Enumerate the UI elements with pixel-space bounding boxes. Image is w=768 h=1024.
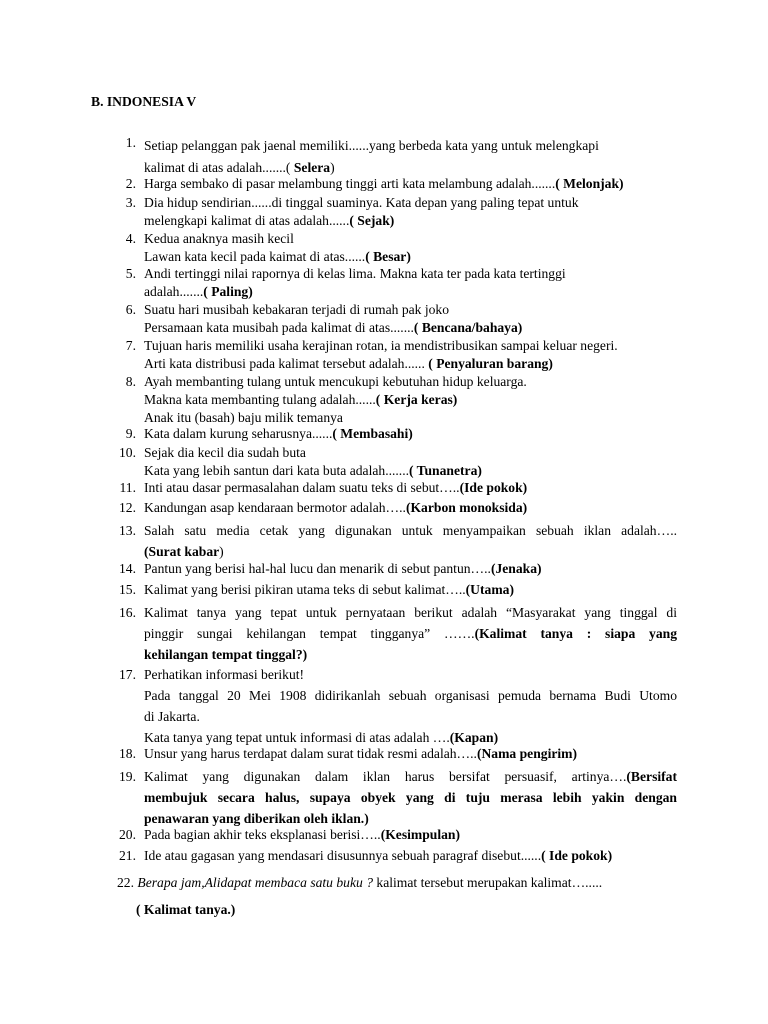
- item-number: 7.: [125, 338, 136, 353]
- item-number: 8.: [125, 374, 136, 389]
- item-answer: penawaran yang diberikan oleh iklan.): [144, 811, 369, 826]
- item-answer: (Ide pokok): [459, 480, 528, 495]
- item-text: Kata tanya yang tepat untuk informasi di atas adalah ….: [144, 730, 450, 745]
- item-text: Kalimat tanya yang tepat untuk pernyataan berikut adalah “Masyarakat yang tinggal di: [144, 605, 677, 620]
- item-answer: ( Kerja keras): [375, 392, 458, 407]
- item-answer: (Utama): [465, 582, 514, 597]
- item-text: Kalimat yang digunakan dalam iklan harus bersifat persuasif, artinya….: [144, 769, 627, 784]
- item-text: Arti kata distribusi pada kalimat tersebut adalah......: [144, 356, 429, 371]
- section-heading: B. INDONESIA V: [91, 94, 197, 109]
- item-number: 22.: [117, 875, 134, 890]
- item-text: Harga sembako di pasar melambung tinggi arti kata melambung adalah.......: [144, 176, 556, 191]
- item-text: Kandungan asap kendaraan bermotor adalah…..: [144, 500, 406, 515]
- item-text: Kedua anaknya masih kecil: [144, 231, 294, 246]
- item-text: pinggir sungai kehilangan tempat tingganya” …….: [144, 626, 475, 641]
- item-number: 12.: [119, 500, 136, 515]
- item-text: Kata yang lebih santun dari kata buta adalah.......: [144, 463, 409, 478]
- item-number: 6.: [125, 302, 136, 317]
- item-answer: ( Sejak): [349, 213, 395, 228]
- item-answer: Selera: [293, 160, 331, 175]
- item-number: 4.: [125, 231, 136, 246]
- item-answer: (Kapan): [449, 730, 499, 745]
- item-number: 10.: [119, 445, 136, 460]
- item-text: Sejak dia kecil dia sudah buta: [144, 445, 306, 460]
- item-answer: (Jenaka): [490, 561, 542, 576]
- item-text: Unsur yang harus terdapat dalam surat tidak resmi adalah…..: [144, 746, 477, 761]
- item-text: Ide atau gagasan yang mendasari disusunnya sebuah paragraf disebut......: [144, 848, 542, 863]
- item-answer: ( Bencana/bahaya): [413, 320, 523, 335]
- item-answer: ( Ide pokok): [541, 848, 613, 863]
- item-number: 1.: [125, 135, 136, 150]
- item-answer: ( Tunanetra): [409, 463, 482, 478]
- item-text: Anak itu (basah) baju milik temanya: [144, 410, 343, 425]
- item-text: Pada bagian akhir teks eksplanasi berisi…..: [144, 827, 381, 842]
- item-number: 19.: [119, 769, 136, 784]
- item-answer: (Bersifat: [626, 769, 677, 784]
- item-text: kalimat tersebut merupakan kalimat….....: [373, 875, 603, 890]
- item-answer: ( Penyaluran barang): [428, 356, 553, 371]
- item-text: Pantun yang berisi hal-hal lucu dan menarik di sebut pantun…..: [144, 561, 491, 576]
- item-number: 21.: [119, 848, 136, 863]
- item-text: Kalimat yang berisi pikiran utama teks di sebut kalimat…..: [144, 582, 466, 597]
- item-answer: ( Paling): [203, 284, 253, 299]
- item-answer: kehilangan tempat tinggal?): [144, 647, 308, 662]
- item-number: 14.: [119, 561, 136, 576]
- item-text-italic: Berapa jam,Alidapat membaca satu buku ?: [137, 875, 374, 890]
- item-text: Andi tertinggi nilai rapornya di kelas lima. Makna kata ter pada kata tertinggi: [144, 266, 566, 281]
- item-answer: (Kalimat tanya : siapa yang: [474, 626, 677, 641]
- item-text: di Jakarta.: [144, 709, 200, 724]
- item-number: 2.: [125, 176, 136, 191]
- item-number: 17.: [119, 667, 136, 682]
- item-number: 11.: [119, 480, 136, 495]
- item-text: Salah satu media cetak yang digunakan untuk menyampaikan sebuah iklan adalah…..: [144, 523, 677, 538]
- item-answer: ( Kalimat tanya.): [136, 902, 236, 917]
- item-number: 18.: [119, 746, 136, 761]
- item-text: adalah.......: [144, 284, 204, 299]
- item-number: 16.: [119, 605, 136, 620]
- item-number: 20.: [119, 827, 136, 842]
- item-text: ): [330, 160, 335, 175]
- item-answer: membujuk secara halus, supaya obyek yang di tuju merasa lebih yakin dengan: [144, 790, 677, 805]
- item-text: Inti atau dasar permasalahan dalam suatu teks di sebut…..: [144, 480, 460, 495]
- item-number: 3.: [125, 195, 136, 210]
- item-answer: (Karbon monoksida): [405, 500, 528, 515]
- item-text: Persamaan kata musibah pada kalimat di atas.......: [144, 320, 414, 335]
- item-number: 9.: [125, 426, 136, 441]
- item-text: Suatu hari musibah kebakaran terjadi di rumah pak joko: [144, 302, 450, 317]
- item-text: Makna kata membanting tulang adalah......: [144, 392, 376, 407]
- item-text: Perhatikan informasi berikut!: [144, 667, 305, 682]
- item-text: Lawan kata kecil pada kaimat di atas......: [144, 249, 366, 264]
- item-text: Kata dalam kurung seharusnya......: [144, 426, 333, 441]
- item-text: Dia hidup sendirian......di tinggal suaminya. Kata depan yang paling tepat untuk: [144, 195, 579, 210]
- item-text: kalimat di atas adalah.......(: [144, 160, 294, 175]
- item-text: Tujuan haris memiliki usaha kerajinan rotan, ia mendistribusikan sampai keluar negeri.: [144, 338, 618, 353]
- item-text: Ayah membanting tulang untuk mencukupi kebutuhan hidup keluarga.: [144, 374, 527, 389]
- item-text: Setiap pelanggan pak jaenal memiliki......yang berbeda kata yang untuk melengkapi: [144, 138, 599, 153]
- item-number: 13.: [119, 523, 136, 538]
- item-answer: (Nama pengirim): [476, 746, 578, 761]
- item-answer: (Surat kabar: [144, 544, 220, 559]
- item-answer: ( Melonjak): [555, 176, 624, 191]
- item-text: Pada tanggal 20 Mei 1908 didirikanlah sebuah organisasi pemuda bernama Budi Utomo: [144, 688, 677, 703]
- item-number: 15.: [119, 582, 136, 597]
- list-item: [117, 875, 602, 891]
- item-number: 5.: [125, 266, 136, 281]
- item-answer: ( Membasahi): [332, 426, 413, 441]
- item-answer: (Kesimpulan): [380, 827, 461, 842]
- item-text: ): [219, 544, 224, 559]
- item-answer: ( Besar): [365, 249, 411, 264]
- item-text: melengkapi kalimat di atas adalah......: [144, 213, 350, 228]
